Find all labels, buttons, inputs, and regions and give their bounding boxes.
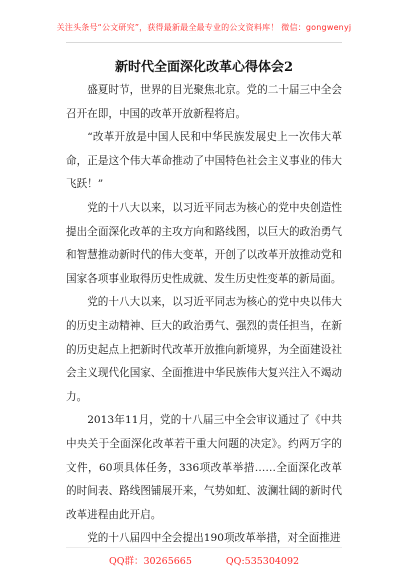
footer-qq-group: QQ群：30265665	[108, 556, 192, 567]
paragraph: 党的十八届四中全会提出190项改革举措，对全面推进	[87, 532, 341, 545]
footer-divider	[66, 547, 342, 548]
header-banner: 关注头条号“公文研究”，获得最新最全最专业的公文资料库！ 微信：gongwenyj	[56, 23, 352, 32]
footer-contact	[0, 553, 408, 567]
paragraph: 党的十八大以来，以习近平同志为核心的党中央创造性提出全面深化改革的主攻方向和路线图，以巨大的政治勇气和智慧推动新时代的伟大变革，开创了以改革开放推动党和国家各项事业取得历史性成就、发生历史性变革的新局面。	[66, 201, 342, 285]
header-divider	[66, 42, 342, 43]
document-body	[66, 79, 342, 551]
paragraph: 党的十八大以来，以习近平同志为核心的党中央以伟大的历史主动精神、巨大的政治勇气、强烈的责任担当，在新的历史起点上把新时代改革开放推向新境界，为全面建设社会主义现代化国家、全面推进中华民族伟大复兴注入不竭动力。	[66, 296, 342, 403]
paragraph: 2013年11月，党的十八届三中全会审议通过了《中共中央关于全面深化改革若干重大问题的决定》。约两万字的文件，60项具体任务，336项改革举措……全面深化改革的时间表、路线图铺展开来，气势如虹、波澜壮阔的新时代改革进程由此开启。	[66, 414, 342, 521]
paragraph: “改革开放是中国人民和中华民族发展史上一次伟大革命，正是这个伟大革命推动了中国特色社会主义事业的伟大飞跃！”	[66, 131, 342, 191]
paragraph: 盛夏时节，世界的目光聚焦北京。党的二十届三中全会召开在即，中国的改革开放新程将启。	[66, 84, 342, 120]
document-title: 新时代全面深化改革心得体会2	[114, 60, 294, 75]
footer-qq-number: QQ:535304092	[225, 556, 300, 567]
